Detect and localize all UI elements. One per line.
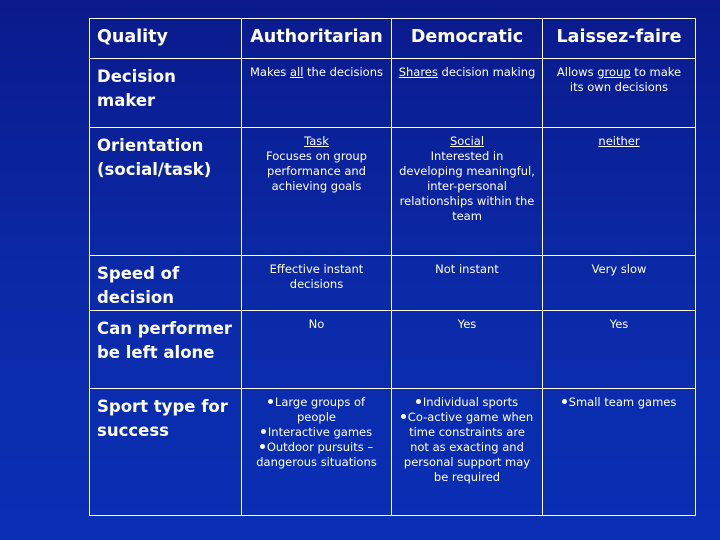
row-label-left-alone: Can performer be left alone — [90, 311, 242, 389]
text-post: to make its own decisions — [569, 65, 682, 94]
cell-speed-democratic: Not instant — [392, 256, 543, 311]
text-underlined: group — [597, 65, 631, 79]
text-pre: Allows — [556, 65, 598, 79]
bullet-icon — [416, 399, 421, 404]
header-authoritarian: Authoritarian — [242, 19, 392, 59]
row-label-sport-type: Sport type for success — [90, 389, 242, 516]
row-label-decision-maker: Decision maker — [90, 59, 242, 128]
text-post: decision making — [437, 65, 536, 79]
row-label-speed: Speed of decision — [90, 256, 242, 311]
cell-speed-laissez-faire: Very slow — [543, 256, 696, 311]
bullet-text: Outdoor pursuits – dangerous situations — [256, 440, 377, 469]
text-post: the decisions — [303, 65, 383, 79]
bullet-item — [398, 410, 536, 485]
cell-sport-authoritarian — [242, 389, 392, 516]
cell-decision-authoritarian — [242, 59, 392, 128]
leadership-styles-table — [89, 18, 696, 516]
bullet-item — [398, 395, 536, 410]
bullet-icon — [261, 429, 266, 434]
row-orientation — [90, 128, 696, 256]
cell-orientation-authoritarian — [242, 128, 392, 256]
bullet-icon — [401, 414, 406, 419]
header-democratic: Democratic — [392, 19, 543, 59]
orientation-text: Interested in developing meaningful, inter-personal relationships within the team — [399, 149, 535, 223]
cell-speed-authoritarian: Effective instant decisions — [242, 256, 392, 311]
text-underlined: Shares — [398, 65, 438, 79]
text-underlined: all — [289, 65, 304, 79]
row-sport-type — [90, 389, 696, 516]
bullet-text: Large groups of people — [274, 395, 366, 424]
row-speed — [90, 256, 696, 311]
text-pre: Makes — [250, 65, 290, 79]
cell-sport-democratic — [392, 389, 543, 516]
bullet-text: Small team games — [568, 395, 677, 409]
bullet-text: Co-active game when time constraints are not as exacting and personal support may be required — [403, 410, 534, 484]
cell-alone-laissez-faire: Yes — [543, 311, 696, 389]
cell-decision-laissez-faire — [543, 59, 696, 128]
orientation-title: neither — [598, 134, 640, 148]
cell-orientation-laissez-faire — [543, 128, 696, 256]
header-row — [90, 19, 696, 59]
bullet-icon — [268, 399, 273, 404]
cell-sport-laissez-faire — [543, 389, 696, 516]
bullet-item — [549, 395, 689, 410]
header-laissez-faire: Laissez-faire — [543, 19, 696, 59]
bullet-item — [248, 440, 385, 470]
orientation-title: Social — [449, 134, 485, 148]
cell-alone-democratic: Yes — [392, 311, 543, 389]
orientation-text: Focuses on group performance and achieving goals — [266, 149, 367, 193]
cell-orientation-democratic — [392, 128, 543, 256]
bullet-text: Interactive games — [267, 425, 373, 439]
row-decision-maker — [90, 59, 696, 128]
bullet-text: Individual sports — [422, 395, 519, 409]
bullet-item — [248, 395, 385, 425]
bullet-icon — [260, 444, 265, 449]
bullet-item — [248, 425, 385, 440]
row-left-alone — [90, 311, 696, 389]
header-quality: Quality — [90, 19, 242, 59]
orientation-title: Task — [304, 134, 329, 148]
cell-alone-authoritarian: No — [242, 311, 392, 389]
bullet-icon — [562, 399, 567, 404]
row-label-orientation: Orientation (social/task) — [90, 128, 242, 256]
cell-decision-democratic — [392, 59, 543, 128]
